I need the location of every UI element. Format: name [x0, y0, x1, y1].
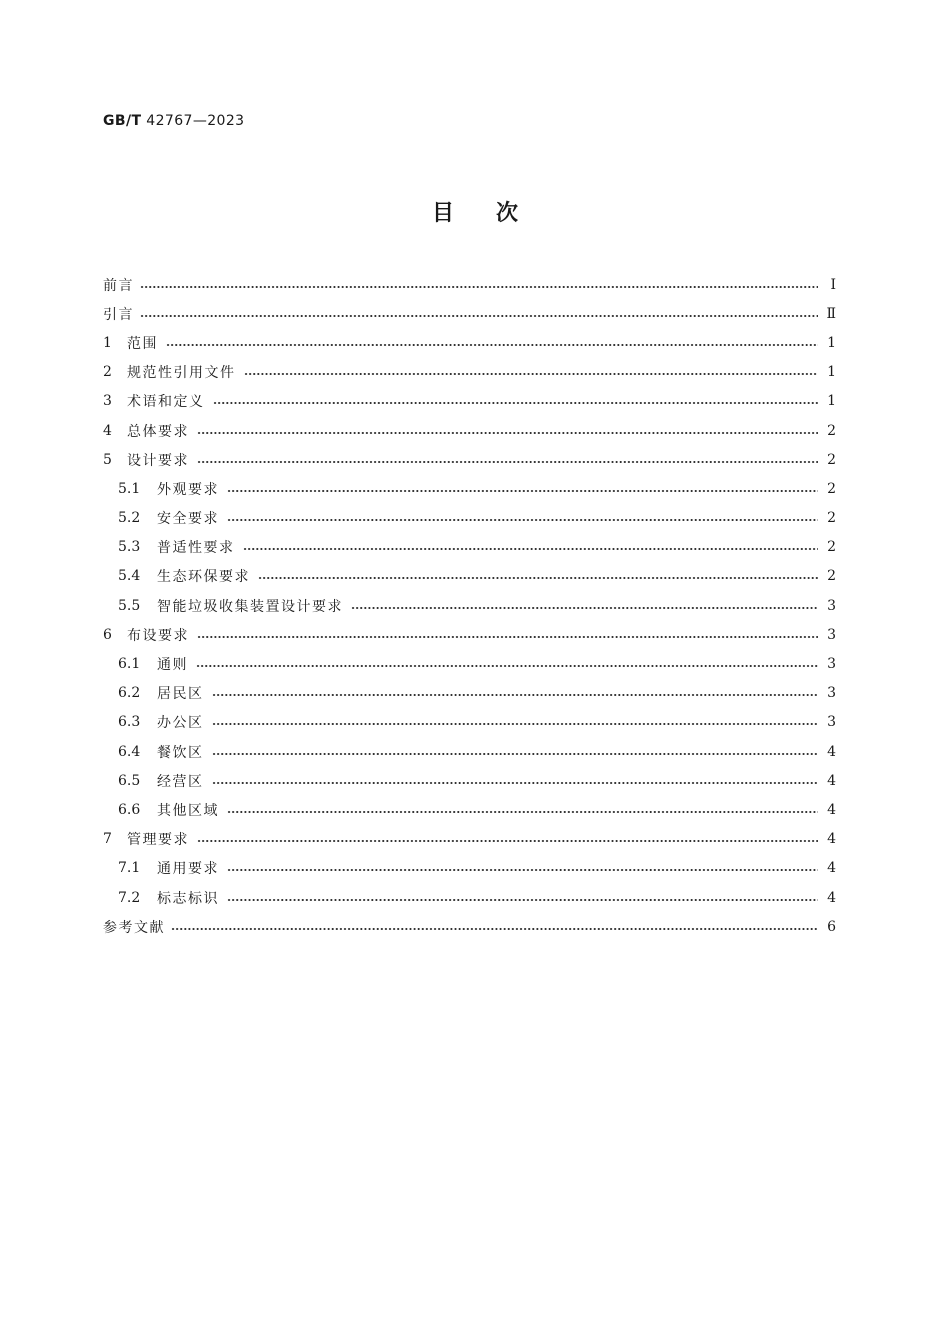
standard-number: 42767—2023: [146, 113, 245, 129]
dot-leader: [227, 893, 818, 907]
toc-entry-number: 6.3: [118, 714, 141, 731]
dot-leader: [140, 280, 818, 294]
dot-leader: [196, 659, 818, 673]
toc-entry-label: 普适性要求: [157, 540, 235, 557]
toc-entry-label: 布设要求: [127, 627, 189, 644]
toc-entry-number: 6.2: [118, 685, 141, 702]
toc-entry[interactable]: [103, 562, 836, 591]
toc-entry-page: 1: [827, 364, 836, 381]
toc-entry[interactable]: [103, 649, 836, 678]
dot-leader: [140, 309, 818, 323]
toc-entry-page: 4: [827, 801, 836, 818]
toc-entry-page: 2: [827, 480, 836, 497]
dot-leader: [171, 922, 818, 936]
toc-entry-page: 2: [827, 422, 836, 439]
toc-entry-page: 6: [827, 918, 836, 935]
toc-entry[interactable]: [103, 591, 836, 620]
dot-leader: [227, 805, 818, 819]
dot-leader: [244, 367, 819, 381]
toc-entry-label: 餐饮区: [157, 744, 204, 761]
toc-entry-label: 范围: [127, 335, 158, 352]
toc-entry-number: 3: [103, 393, 112, 410]
toc-entry[interactable]: [103, 270, 836, 299]
toc-entry[interactable]: [103, 299, 836, 328]
toc-entry[interactable]: [103, 854, 836, 883]
toc-entry[interactable]: [103, 883, 836, 912]
toc-entry[interactable]: [103, 358, 836, 387]
toc-entry[interactable]: [103, 737, 836, 766]
toc-entry[interactable]: [103, 328, 836, 357]
dot-leader: [212, 688, 819, 702]
dot-leader: [166, 338, 818, 352]
toc-entry[interactable]: [103, 766, 836, 795]
toc-entry-label: 通则: [157, 657, 188, 674]
toc-entry-number: 6: [103, 626, 112, 643]
toc-entry-page: 3: [827, 656, 836, 673]
toc-entry-page: 4: [827, 743, 836, 760]
toc-entry-label: 通用要求: [157, 861, 219, 878]
dot-leader: [227, 484, 818, 498]
toc-entry-label: 设计要求: [127, 452, 189, 469]
dot-leader: [351, 601, 818, 615]
toc-entry-page: 4: [827, 831, 836, 848]
dot-leader: [212, 747, 819, 761]
toc-entry-number: 5: [103, 451, 112, 468]
toc-entry[interactable]: [103, 533, 836, 562]
toc-entry-number: 5.3: [118, 539, 141, 556]
dot-leader: [243, 542, 819, 556]
toc-entry-label: 办公区: [157, 715, 204, 732]
toc-entry-page: 3: [827, 626, 836, 643]
toc-entry-number: 5.4: [118, 568, 141, 585]
toc-entry-page: 1: [827, 334, 836, 351]
toc-entry-label: 外观要求: [157, 481, 219, 498]
toc-entry-number: 6.6: [118, 801, 141, 818]
page-title: 目次: [431, 201, 560, 226]
toc-entry-number: 1: [103, 334, 112, 351]
toc-entry-page: 4: [827, 860, 836, 877]
toc-entry-label: 标志标识: [157, 890, 219, 907]
toc-entry-label: 总体要求: [127, 423, 189, 440]
toc-entry-label: 智能垃圾收集装置设计要求: [157, 598, 343, 615]
toc-entry-label: 生态环保要求: [157, 569, 250, 586]
toc-entry-page: 2: [827, 510, 836, 527]
toc-entry-number: 6.4: [118, 743, 141, 760]
toc-entry-page: 4: [827, 772, 836, 789]
toc-entry-number: 2: [103, 364, 112, 381]
toc-entry-page: 2: [827, 539, 836, 556]
dot-leader: [258, 571, 818, 585]
toc-entry-page: 4: [827, 889, 836, 906]
toc-entry-label: 参考文献: [103, 919, 165, 936]
toc-entry-label: 安全要求: [157, 511, 219, 528]
toc-entry-page: 2: [827, 568, 836, 585]
toc-entry-page: 3: [827, 714, 836, 731]
standard-prefix: GB/T: [103, 113, 142, 129]
toc-entry-number: 7.2: [118, 889, 141, 906]
toc-entry-page: 3: [827, 685, 836, 702]
toc-entry[interactable]: [103, 387, 836, 416]
toc-entry-page: 1: [827, 393, 836, 410]
toc-entry[interactable]: [103, 708, 836, 737]
toc-entry-label: 前言: [103, 277, 134, 294]
toc-entry-page: Ⅰ: [830, 276, 836, 293]
toc-entry-page: 2: [827, 451, 836, 468]
table-of-contents: [103, 270, 836, 941]
toc-entry[interactable]: [103, 912, 836, 941]
toc-entry[interactable]: [103, 504, 836, 533]
toc-entry-number: 6.5: [118, 772, 141, 789]
toc-entry-page: Ⅱ: [826, 305, 836, 322]
toc-entry-page: 3: [827, 597, 836, 614]
toc-entry-number: 7: [103, 831, 112, 848]
toc-entry-number: 5.5: [118, 597, 141, 614]
toc-entry-label: 经营区: [157, 773, 204, 790]
dot-leader: [197, 426, 818, 440]
toc-entry[interactable]: [103, 825, 836, 854]
toc-entry-number: 4: [103, 422, 112, 439]
toc-entry[interactable]: [103, 795, 836, 824]
dot-leader: [197, 630, 818, 644]
toc-entry[interactable]: [103, 416, 836, 445]
toc-entry-number: 5.2: [118, 510, 141, 527]
dot-leader: [197, 834, 818, 848]
toc-entry-number: 7.1: [118, 860, 141, 877]
dot-leader: [227, 863, 818, 877]
dot-leader: [227, 513, 818, 527]
toc-entry-label: 规范性引用文件: [127, 365, 236, 382]
dot-leader: [212, 776, 819, 790]
toc-entry-label: 其他区域: [157, 802, 219, 819]
toc-entry[interactable]: [103, 620, 836, 649]
dot-leader: [212, 717, 819, 731]
standard-code: [103, 113, 244, 129]
toc-entry-label: 引言: [103, 306, 134, 323]
toc-entry-number: 6.1: [118, 656, 141, 673]
dot-leader: [197, 455, 818, 469]
dot-leader: [213, 396, 819, 410]
toc-entry-label: 术语和定义: [127, 394, 205, 411]
toc-entry[interactable]: [103, 474, 836, 503]
toc-entry[interactable]: [103, 445, 836, 474]
toc-entry[interactable]: [103, 679, 836, 708]
toc-entry-label: 管理要求: [127, 832, 189, 849]
toc-entry-number: 5.1: [118, 480, 141, 497]
toc-entry-label: 居民区: [157, 686, 204, 703]
